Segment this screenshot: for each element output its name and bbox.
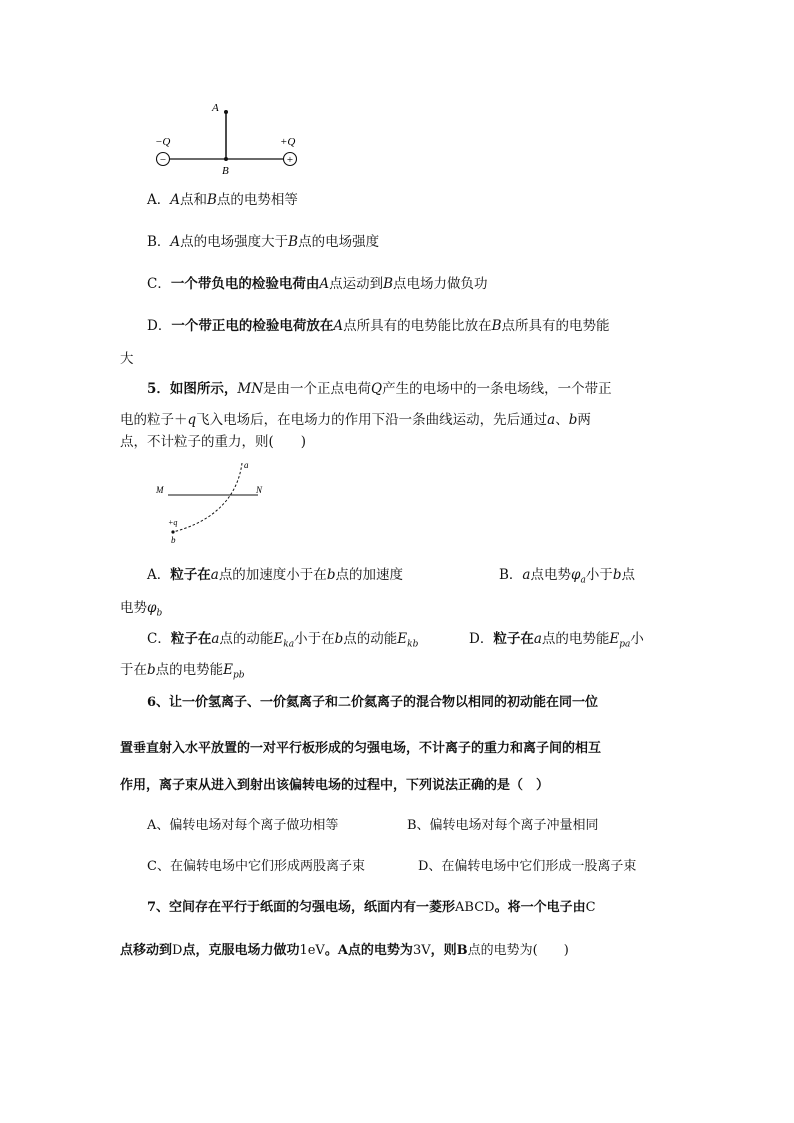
point-b-dot xyxy=(224,157,228,161)
q4-option-c: C．一个带负电的检验电荷由A点运动到B点电场力做负功 xyxy=(147,276,488,292)
q6-option-c: C、在偏转电场中它们形成两股离子束 xyxy=(147,859,365,874)
q5-option-d: D．粒子在a点的电势能$E_{pa}$小 xyxy=(469,631,644,650)
q5-stem-line-3: 点，不计粒子的重力，则( ) xyxy=(120,434,307,450)
label-q: +q xyxy=(168,518,178,527)
q5-option-c: C．粒子在a点的动能$E_{ka}$小于在b点的动能$E_{kb}$ xyxy=(147,631,419,650)
q5-stem-line-1: 5．如图所示，MN是由一个正点电荷Q产生的电场中的一条电场线，一个带正 xyxy=(147,381,612,397)
q7-stem-line-2: 点移动到D点，克服电场力做功1eV。A点的电势为3V，则B点的电势为( ) xyxy=(120,943,569,958)
label-b: B xyxy=(222,165,229,177)
q4-option-d-continuation: 大 xyxy=(120,351,134,367)
positive-sign: + xyxy=(286,154,294,166)
point-a-dot xyxy=(224,110,228,114)
q6-stem-line-2: 置垂直射入水平放置的一对平行板形成的匀强电场，不计离子的重力和离子间的相互 xyxy=(120,741,602,756)
label-a: a xyxy=(244,460,249,470)
q6-stem-line-1: 6、让一价氢离子、一价氦离子和二价氦离子的混合物以相同的初动能在同一位 xyxy=(147,695,599,710)
label-negative-q: −Q xyxy=(155,136,171,148)
label-n: N xyxy=(256,485,263,495)
q5-stem-line-2: 电的粒子＋q飞入电场后，在电场力的作用下沿一条曲线运动，先后通过a、b两 xyxy=(120,412,591,428)
figure-charges xyxy=(150,95,310,180)
q5-option-b-continuation: 电势$\varphi_b$ xyxy=(120,600,163,619)
negative-sign: − xyxy=(159,154,167,166)
figure-field-line xyxy=(150,455,275,545)
label-m: M xyxy=(156,485,164,495)
q4-option-a: A．A点和B点的电势相等 xyxy=(147,192,298,208)
q6-stem-line-3: 作用，离子束从进入到射出该偏转电场的过程中，下列说法正确的是（ ） xyxy=(120,778,550,793)
q5-option-a: A．粒子在a点的加速度小于在b点的加速度 xyxy=(147,567,403,583)
label-positive-q: +Q xyxy=(280,136,296,148)
label-b: b xyxy=(171,535,176,545)
q6-option-d: D、在偏转电场中它们形成一股离子束 xyxy=(418,859,637,874)
q6-option-a: A、偏转电场对每个离子做功相等 xyxy=(147,818,339,833)
particle-trajectory xyxy=(173,463,242,532)
q6-option-b: B、偏转电场对每个离子冲量相同 xyxy=(407,818,599,833)
label-a: A xyxy=(212,102,219,114)
q4-option-b: B．A点的电场强度大于B点的电场强度 xyxy=(147,234,380,250)
q7-stem-line-1: 7、空间存在平行于纸面的匀强电场，纸面内有一菱形ABCD。将一个电子由C xyxy=(147,900,596,915)
q5-option-b: B．a点电势$\varphi_a$小于b点 xyxy=(499,567,635,586)
q5-option-d-continuation: 于在b点的电势能$E_{pb}$ xyxy=(120,662,245,681)
particle-dot xyxy=(171,530,174,533)
q4-option-d: D．一个带正电的检验电荷放在A点所具有的电势能比放在B点所具有的电势能 xyxy=(147,318,610,334)
